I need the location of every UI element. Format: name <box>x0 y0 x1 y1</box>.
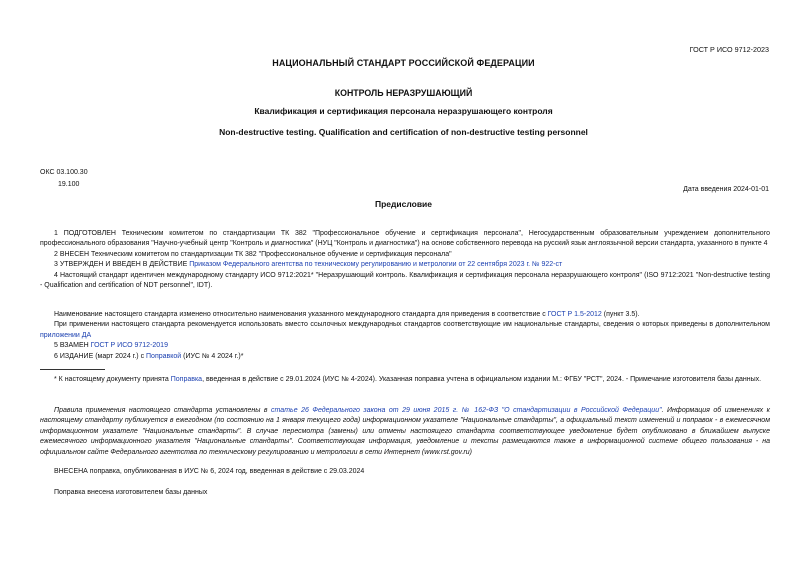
preface-note-name-suffix: (пункт 3.5). <box>601 311 640 318</box>
preface-item-1: 1 ПОДГОТОВЛЕН Техническим комитетом по стандартизации ТК 382 "Профессиональное обучение и сертификация персонала", Негосударственным образовательным учреждением дополнительного профессионального образования "Научно-учебный центр "Контроль и диагностика" (НУЦ "Контроль и диагностика") на основе собственного перевода на русский язык англоязычной версии стандарта, указанного в пункте 4 <box>40 230 770 248</box>
footnote-separator <box>40 369 105 370</box>
appendix-da-link[interactable]: приложении ДА <box>40 331 92 339</box>
replaced-standard-link[interactable]: ГОСТ Р ИСО 9712-2019 <box>90 342 168 350</box>
application-rules-text <box>40 406 770 458</box>
preface-note-name-text: Наименование настоящего стандарта изменено относительно наименования указанного международного стандарта для приведения в соответствие с <box>54 311 548 318</box>
preface-section <box>40 229 770 291</box>
preface-item-3-text: 3 УТВЕРЖДЕН И ВВЕДЕН В ДЕЙСТВИЕ <box>54 261 190 269</box>
preface-note-references-text: При применении настоящего стандарта рекомендуется использовать вместо ссылочных международных стандартов соответствующие им национальные стандарты, сведения о которых приведены в дополнительном <box>54 321 770 329</box>
footnote-prefix: * К настоящему документу принята <box>54 376 171 383</box>
document-subtitle-en: Non-destructive testing. Qualification and certification of non-destructive testing personnel <box>219 127 588 137</box>
rules-suffix: . Информация об изменениях к настоящему стандарту публикуется в ежегодном (по состоянию на 1 января текущего года) информационном указателе "Национальные стандарты", а официальный текст изменений и поправок - в ежемесячном информационном указателе "Национальные стандарты". В случае пересмотра (замены) или отмены настоящего стандарта соответствующее уведомление будет опубликовано в ближайшем выпуске ежемесячного информационного указателя "Национальные стандарты". Соответствующая информация, уведомление и тексты размещаются также в информационной системе общего пользования - на официальном сайте Федерального агентства по техническому регулированию и метрологии в сети Интернет (www.rst.gov.ru) <box>40 407 770 456</box>
preface-item-6-text: 6 ИЗДАНИЕ (март 2024 г.) с <box>54 352 147 360</box>
document-title: КОНТРОЛЬ НЕРАЗРУШАЮЩИЙ <box>334 88 473 98</box>
footnote-amendment-link[interactable]: Поправка <box>170 376 203 383</box>
preface-item-6-suffix: (ИУС № 4 2024 г.)* <box>181 352 244 360</box>
amendment-link[interactable]: Поправкой <box>146 352 182 360</box>
oks-code-2: 19.100 <box>58 180 80 188</box>
preface-notes <box>40 310 770 362</box>
application-rules <box>40 406 770 458</box>
footnote-text <box>40 375 770 385</box>
federal-law-link[interactable]: статье 26 Федерального закона от 29 июня 2015 г. № 162-ФЗ "О стандартизации в Российской Федерации" <box>271 407 662 414</box>
preface-note-references <box>40 320 770 341</box>
amendment-note <box>40 467 770 477</box>
national-standard-heading: НАЦИОНАЛЬНЫЙ СТАНДАРТ РОССИЙСКОЙ ФЕДЕРАЦИИ <box>272 58 535 68</box>
preface-item-5-text: 5 ВЗАМЕН <box>54 342 91 350</box>
oks-codes <box>40 167 88 190</box>
amendment-note-text: ВНЕСЕНА поправка, опубликованная в ИУС № 6, 2024 год, введенная в действие с 29.03.2024 <box>54 468 365 475</box>
preface-item-6 <box>40 352 770 362</box>
document-subtitle-ru: Квалификация и сертификация персонала неразрушающего контроля <box>254 106 553 116</box>
preface-item-2: 2 ВНЕСЕН Техническим комитетом по стандартизации ТК 382 "Профессиональное обучение и сертификация персонала" <box>54 250 452 258</box>
footnote <box>40 375 770 385</box>
standard-designation: ГОСТ Р ИСО 9712-2023 <box>689 45 769 54</box>
preface-note-name <box>40 310 770 320</box>
preface-item-3 <box>40 260 770 270</box>
preface-item-4: 4 Настоящий стандарт идентичен международному стандарту ИСО 9712:2021* "Неразрушающий контроль. Квалификация и сертификация персонала неразрушающего контроля" (ISO 9712:2021 "Non-destructive testing - Qualification and certification of NDT personnel", IDT). <box>40 271 770 290</box>
rules-prefix: Правила применения настоящего стандарта установлены в <box>54 407 272 414</box>
introduction-date: Дата введения 2024-01-01 <box>683 186 769 193</box>
gost-r-1-5-link[interactable]: ГОСТ Р 1.5-2012 <box>547 311 602 318</box>
oks-code-1: ОКС 03.100.30 <box>40 169 88 176</box>
database-note <box>40 488 770 498</box>
order-link[interactable]: Приказом Федерального агентства по техническому регулированию и метрологии от 22 сентября 2023 г. № 922-ст <box>189 261 563 269</box>
preface-item-5 <box>40 341 770 351</box>
footnote-suffix: , введенная в действие с 29.01.2024 (ИУС № 4-2024). Указанная поправка учтена в официальном издании М.: ФГБУ "РСТ", 2024. - Примечание изготовителя базы данных. <box>202 376 762 383</box>
preface-heading: Предисловие <box>374 199 433 209</box>
database-note-text: Поправка внесена изготовителем базы данных <box>54 489 208 496</box>
